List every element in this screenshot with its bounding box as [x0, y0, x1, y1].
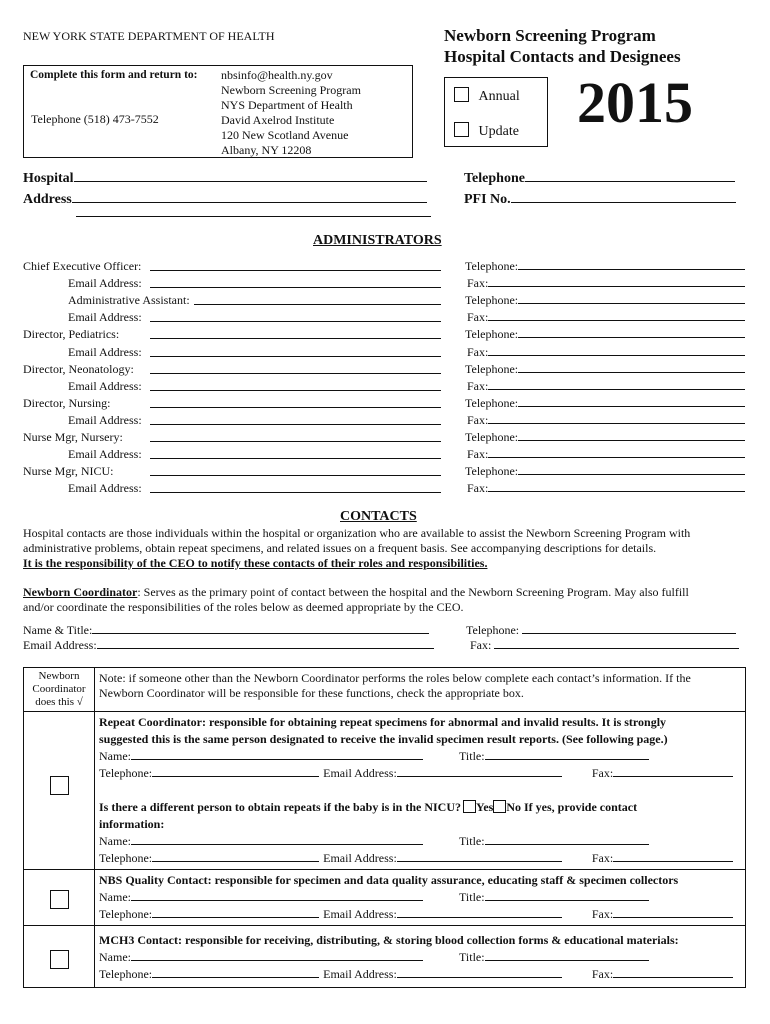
return-lead: Complete this form and return to: — [30, 69, 198, 81]
repeat-description: Repeat Coordinator: responsible for obtaining repeat specimens for abnormal and invalid results. It is strongly — [99, 715, 667, 729]
admin-row-right — [467, 379, 745, 393]
email-label: Email Address: — [323, 766, 397, 780]
contacts-intro-line: Hospital contacts are those individuals within the hospital or organization who are available to assist the Newborn Screening Program with — [23, 526, 691, 540]
admin-row-right — [467, 276, 745, 290]
mch3-contact-checkbox[interactable] — [50, 950, 69, 969]
admin-telephone-label: Telephone: — [465, 259, 519, 273]
admin-input-line[interactable] — [150, 424, 441, 425]
hospital-label: Hospital — [23, 171, 74, 186]
admin-fax-line[interactable] — [488, 481, 745, 492]
fax-label: Fax: — [591, 907, 614, 921]
fax-label: Fax: — [591, 851, 614, 865]
admin-row-left — [23, 430, 123, 444]
admin-row-left — [68, 293, 190, 307]
ceo-responsibility: It is the responsibility of the CEO to notify these contacts of their roles and responsibilities. — [23, 556, 488, 570]
title-line[interactable] — [485, 834, 649, 845]
admin-fax-label: Fax: — [467, 378, 489, 393]
header-line: Newborn — [38, 670, 80, 682]
title-label: Title: — [459, 950, 485, 964]
return-address-line: NYS Department of Health — [221, 98, 353, 112]
note-line: Note: if someone other than the Newborn Coordinator performs the roles below complete each contact’s information. If the — [99, 671, 691, 685]
table-note — [95, 668, 746, 712]
admin-field-label: Email Address: — [68, 481, 142, 496]
admin-telephone-line[interactable] — [518, 464, 745, 475]
admin-row-right — [465, 464, 745, 478]
return-address — [221, 68, 361, 158]
table-header-row — [24, 668, 746, 712]
coordinator-telephone-line[interactable] — [522, 623, 736, 634]
quality-contact-row — [24, 870, 746, 926]
admin-row-left — [68, 310, 142, 324]
repeat-coordinator-checkbox[interactable] — [50, 776, 69, 795]
admin-telephone-line[interactable] — [518, 396, 745, 407]
annual-option[interactable] — [454, 87, 520, 105]
admin-field-label: Email Address: — [68, 344, 142, 359]
hospital-row — [23, 171, 427, 187]
coordinator-label: Newborn Coordinator — [23, 585, 138, 599]
administrators-title: ADMINISTRATORS — [313, 233, 442, 248]
telephone-label: Telephone: — [99, 967, 153, 981]
admin-row-right — [465, 259, 745, 273]
address-input-line[interactable] — [72, 192, 427, 203]
form-title: Hospital Contacts and Designees — [444, 47, 681, 66]
admin-fax-label: Fax: — [467, 447, 489, 462]
nicu-question — [99, 799, 741, 816]
name-line[interactable] — [131, 890, 423, 901]
admin-telephone-line[interactable] — [518, 293, 745, 304]
email-label: Email Address: — [323, 907, 397, 921]
name-label: Name: — [99, 950, 131, 964]
title-line[interactable] — [485, 890, 649, 901]
admin-row-left — [68, 481, 142, 495]
admin-input-line[interactable] — [150, 407, 441, 408]
admin-row-right — [467, 413, 745, 427]
hospital-telephone-label: Telephone — [464, 171, 525, 186]
hospital-input-line[interactable] — [74, 171, 427, 182]
nicu-no-checkbox[interactable] — [493, 800, 506, 813]
admin-telephone-line[interactable] — [518, 259, 745, 270]
nicu-tail-text: If yes, provide contact — [521, 800, 638, 814]
title-label: Title: — [459, 749, 485, 763]
repeat-description: suggested this is the same person designated to receive the invalid specimen result reports. (See following page.) — [99, 732, 668, 746]
address-row — [23, 192, 427, 208]
return-address-line: Albany, NY 12208 — [221, 143, 312, 157]
title-line[interactable] — [485, 950, 649, 961]
roles-table — [23, 667, 746, 988]
return-address-line: David Axelrod Institute — [221, 113, 335, 127]
email-line[interactable] — [397, 967, 562, 978]
admin-field-label: Nurse Mgr, NICU: — [23, 464, 114, 479]
mch3-fields — [99, 949, 741, 983]
admin-telephone-label: Telephone: — [465, 361, 519, 376]
admin-telephone-line[interactable] — [518, 327, 745, 338]
admin-telephone-label: Telephone: — [465, 327, 519, 342]
repeat-fields-1 — [99, 748, 741, 782]
admin-field-label: Director, Pediatrics: — [23, 327, 120, 342]
fax-line[interactable] — [613, 766, 733, 777]
address-label: Address — [23, 192, 72, 207]
admin-input-line[interactable] — [150, 475, 441, 476]
admin-fax-line[interactable] — [488, 345, 745, 356]
pfi-label: PFI No. — [464, 192, 511, 207]
return-telephone: Telephone (518) 473-7552 — [31, 112, 159, 126]
nicu-no-label: No — [506, 800, 522, 814]
email-label: Email Address: — [323, 967, 397, 981]
admin-fax-label: Fax: — [467, 310, 489, 325]
coordinator-fax-row — [470, 638, 739, 652]
admin-field-label: Director, Neonatology: — [23, 361, 134, 376]
telephone-label: Telephone: — [99, 851, 153, 865]
admin-row-left — [23, 259, 141, 273]
name-title-label: Name & Title: — [23, 623, 93, 637]
annual-label: Annual — [478, 89, 520, 104]
contacts-intro — [23, 526, 690, 571]
contacts-title: CONTACTS — [340, 509, 417, 524]
mch3-check-cell — [24, 926, 95, 988]
coordinator-name-line[interactable] — [92, 623, 429, 634]
telephone-label: Telephone: — [99, 766, 153, 780]
admin-fax-line[interactable] — [488, 310, 745, 321]
address-input-line-2[interactable] — [76, 216, 431, 217]
admin-input-line[interactable] — [150, 492, 441, 493]
admin-input-line[interactable] — [150, 338, 441, 339]
admin-row-right — [465, 327, 745, 341]
admin-input-line[interactable] — [150, 321, 441, 322]
admin-row-right — [465, 430, 745, 444]
note-line: Newborn Coordinator will be responsible for these functions, check the appropriate box. — [99, 686, 524, 700]
coordinator-email-line[interactable] — [97, 638, 434, 649]
admin-row-left — [68, 276, 142, 290]
annual-checkbox[interactable] — [454, 87, 469, 102]
return-address-line: 120 New Scotland Avenue — [221, 128, 349, 142]
title-label: Title: — [459, 834, 485, 848]
admin-row-left — [23, 396, 111, 410]
admin-input-line[interactable] — [150, 270, 441, 271]
quality-description: NBS Quality Contact: responsible for specimen and data quality assurance, educating staff & specimen collectors — [99, 873, 679, 887]
repeat-coordinator-row — [24, 712, 746, 870]
quality-contact-details — [95, 870, 746, 926]
admin-field-label: Email Address: — [68, 276, 142, 291]
coordinator-text-2: and/or coordinate the responsibilities of the roles below as deemed appropriate by the CEO. — [23, 600, 464, 614]
admin-input-line[interactable] — [194, 304, 441, 305]
update-label: Update — [478, 124, 519, 139]
email-label: Email Address: — [323, 851, 397, 865]
email-line[interactable] — [397, 851, 562, 862]
form-year: 2015 — [577, 70, 693, 135]
return-address-line: Newborn Screening Program — [221, 83, 361, 97]
admin-fax-line[interactable] — [488, 447, 745, 458]
quality-fields — [99, 889, 741, 923]
nicu-question-text: Is there a different person to obtain repeats if the baby is in the NICU? — [99, 800, 461, 814]
admin-row-left — [23, 464, 114, 478]
name-line[interactable] — [131, 950, 423, 961]
program-title: Newborn Screening Program — [444, 26, 656, 45]
admin-field-label: Director, Nursing: — [23, 395, 111, 410]
hospital-telephone-line[interactable] — [525, 171, 735, 182]
admin-input-line[interactable] — [150, 390, 441, 391]
quality-contact-checkbox[interactable] — [50, 890, 69, 909]
admin-fax-line[interactable] — [488, 379, 745, 390]
admin-row-left — [23, 362, 134, 376]
header-line: Coordinator — [32, 683, 86, 695]
fax-line[interactable] — [613, 851, 733, 862]
telephone-line[interactable] — [152, 851, 319, 862]
admin-fax-label: Fax: — [467, 276, 489, 291]
admin-fax-label: Fax: — [467, 344, 489, 359]
admin-input-line[interactable] — [150, 287, 441, 288]
email-line[interactable] — [397, 907, 562, 918]
admin-row-left — [23, 327, 119, 341]
admin-field-label: Email Address: — [68, 310, 142, 325]
admin-fax-label: Fax: — [467, 412, 489, 427]
admin-field-label: Administrative Assistant: — [68, 293, 190, 308]
coordinator-email-row — [23, 638, 434, 652]
fax-label: Fax: — [591, 766, 614, 780]
admin-row-right — [465, 396, 745, 410]
update-checkbox[interactable] — [454, 122, 469, 137]
coordinator-name-row — [23, 623, 429, 637]
admin-row-right — [465, 293, 745, 307]
admin-telephone-label: Telephone: — [465, 395, 519, 410]
admin-row-left — [68, 447, 142, 461]
admin-telephone-line[interactable] — [518, 362, 745, 373]
admin-field-label: Email Address: — [68, 378, 142, 393]
admin-row-left — [68, 413, 142, 427]
fax-line[interactable] — [613, 967, 733, 978]
admin-row-right — [467, 447, 745, 461]
admin-fax-label: Fax: — [467, 481, 489, 496]
name-label: Name: — [99, 834, 131, 848]
admin-field-label: Email Address: — [68, 412, 142, 427]
nicu-yes-label: Yes — [476, 800, 494, 814]
telephone-label: Telephone: — [99, 907, 153, 921]
telephone-label: Telephone: — [466, 623, 520, 637]
mch3-description: MCH3 Contact: responsible for receiving, distributing, & storing blood collection forms & educational materials: — [99, 933, 679, 947]
admin-input-line[interactable] — [150, 356, 441, 357]
admin-row-right — [467, 310, 745, 324]
pfi-row — [464, 192, 736, 208]
telephone-row — [464, 171, 735, 187]
repeat-coordinator-details — [95, 712, 746, 870]
mch3-contact-details — [95, 926, 746, 988]
fax-label: Fax: — [591, 967, 614, 981]
admin-input-line[interactable] — [150, 373, 441, 374]
coordinator-fax-line[interactable] — [494, 638, 739, 649]
nicu-tail-text-2: information: — [99, 817, 165, 831]
admin-field-label: Email Address: — [68, 447, 142, 462]
title-line[interactable] — [485, 749, 649, 760]
admin-telephone-line[interactable] — [518, 430, 745, 441]
admin-fax-line[interactable] — [488, 413, 745, 424]
return-email: nbsinfo@health.ny.gov — [221, 68, 333, 82]
admin-fax-line[interactable] — [488, 276, 745, 287]
fax-line[interactable] — [613, 907, 733, 918]
telephone-line[interactable] — [152, 967, 319, 978]
admin-telephone-label: Telephone: — [465, 464, 519, 479]
repeat-check-cell — [24, 712, 95, 870]
name-label: Name: — [99, 890, 131, 904]
admin-input-line[interactable] — [150, 458, 441, 459]
admin-row-right — [467, 481, 745, 495]
admin-input-line[interactable] — [150, 441, 441, 442]
admin-row-left — [68, 345, 142, 359]
nicu-yes-checkbox[interactable] — [463, 800, 476, 813]
name-line[interactable] — [131, 834, 423, 845]
telephone-line[interactable] — [152, 907, 319, 918]
admin-row-right — [467, 345, 745, 359]
header-line: does this √ — [35, 696, 83, 708]
quality-check-cell — [24, 870, 95, 926]
email-line[interactable] — [397, 766, 562, 777]
repeat-fields-2 — [99, 833, 741, 867]
telephone-line[interactable] — [152, 766, 319, 777]
contacts-intro-line: administrative problems, obtain repeat specimens, and related issues on a frequent basis. See accompanying descriptions for details. — [23, 541, 657, 555]
fax-label: Fax: — [470, 638, 492, 652]
coordinator-does-this-header — [24, 668, 95, 712]
email-label: Email Address: — [23, 638, 97, 652]
admin-telephone-label: Telephone: — [465, 293, 519, 308]
mch3-contact-row — [24, 926, 746, 988]
admin-field-label: Chief Executive Officer: — [23, 259, 142, 273]
pfi-input-line[interactable] — [511, 192, 736, 203]
admin-row-right — [465, 362, 745, 376]
name-label: Name: — [99, 749, 131, 763]
department-name: NEW YORK STATE DEPARTMENT OF HEALTH — [23, 29, 275, 43]
title-label: Title: — [459, 890, 485, 904]
admin-row-left — [68, 379, 142, 393]
coordinator-text: : Serves as the primary point of contact between the hospital and the Newborn Screening Program. May also fulfill — [137, 585, 689, 599]
update-option[interactable] — [454, 122, 519, 140]
coordinator-description — [23, 585, 689, 615]
coordinator-telephone-row — [466, 623, 736, 637]
name-line[interactable] — [131, 749, 423, 760]
admin-telephone-label: Telephone: — [465, 430, 519, 444]
admin-field-label: Nurse Mgr, Nursery: — [23, 430, 123, 444]
